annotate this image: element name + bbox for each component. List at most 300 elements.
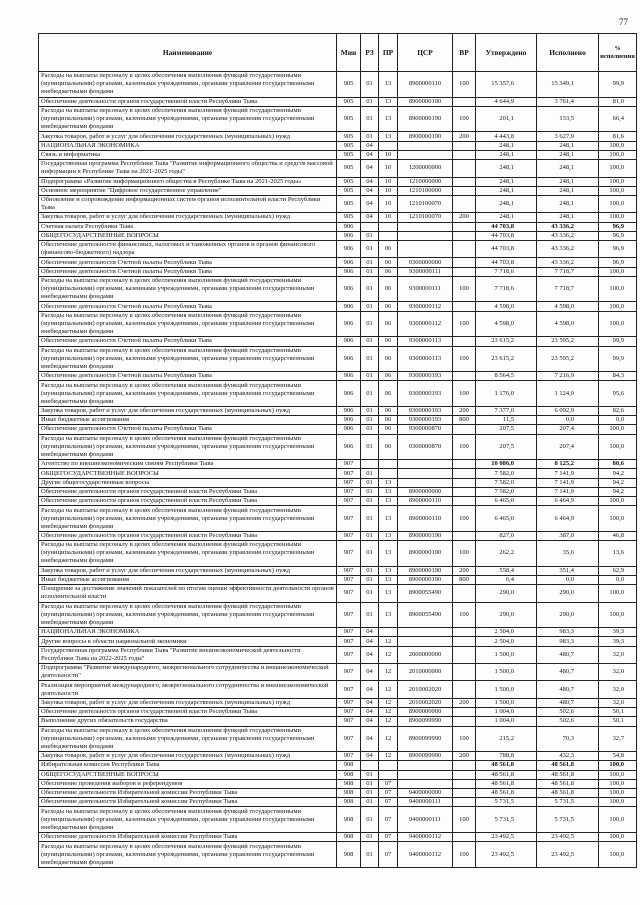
table-row	[39, 478, 637, 487]
name-cell: Обновление и сопровождение информационных систем органов исполнительной власти Республики Тыва	[39, 195, 337, 212]
executed-amount-cell: 8 125,2	[537, 460, 599, 469]
executed-amount-cell: 432,3	[537, 752, 599, 761]
execution-percent-cell: 100,0	[599, 585, 637, 602]
section-code-cell: 01	[361, 97, 379, 106]
execution-percent-cell: 100,0	[599, 497, 637, 506]
execution-percent-cell: 54,8	[599, 752, 637, 761]
approved-amount-cell: 7 718,6	[476, 276, 537, 302]
approved-amount-cell: 23 615,2	[476, 346, 537, 372]
execution-percent-cell: 100,0	[599, 770, 637, 779]
header-expense-type: ВР	[453, 34, 476, 72]
section-code-cell: 01	[361, 372, 379, 381]
ministry-code-cell: 907	[337, 752, 361, 761]
target-article-cell	[398, 628, 453, 637]
execution-percent-cell: 39,3	[599, 637, 637, 646]
section-code-cell: 01	[361, 506, 379, 532]
name-cell: Иные бюджетные ассигнования	[39, 416, 337, 425]
target-article-cell: 1210100000	[398, 186, 453, 195]
section-code-cell: 01	[361, 241, 379, 258]
table-row	[39, 487, 637, 496]
expense-type-cell: 200	[453, 132, 476, 141]
subsection-code-cell	[379, 222, 398, 231]
target-article-cell: 2000000000	[398, 646, 453, 663]
approved-amount-cell: 4 644,9	[476, 97, 537, 106]
ministry-code-cell: 907	[337, 637, 361, 646]
execution-percent-cell: 94,2	[599, 487, 637, 496]
section-code-cell: 04	[361, 195, 379, 212]
table-row	[39, 132, 637, 141]
name-cell: Закупка товаров, работ и услуг для обеспечения государственных (муниципальных) нужд	[39, 698, 337, 707]
subsection-code-cell: 13	[379, 566, 398, 575]
table-row	[39, 381, 637, 407]
header-execution-percent: % исполнения	[599, 34, 637, 72]
section-code-cell: 01	[361, 231, 379, 240]
section-code-cell: 04	[361, 698, 379, 707]
target-article-cell: 2010000000	[398, 664, 453, 681]
name-cell: Расходы на выплаты персоналу в целях обеспечения выполнения функций государственными (муниципальными) органами, казенными учреждениями, органами управления государственными внебюджетными фондами	[39, 106, 337, 132]
approved-amount-cell: 1 500,0	[476, 681, 537, 698]
target-article-cell: 2010002020	[398, 681, 453, 698]
executed-amount-cell: 7 216,9	[537, 372, 599, 381]
expense-type-cell	[453, 761, 476, 770]
ministry-code-cell: 907	[337, 575, 361, 584]
target-article-cell: 8900000000	[398, 708, 453, 717]
section-code-cell: 04	[361, 726, 379, 752]
subsection-code-cell: 06	[379, 267, 398, 276]
expense-type-cell: 200	[453, 213, 476, 222]
executed-amount-cell: 480,7	[537, 698, 599, 707]
approved-amount-cell: 248,1	[476, 186, 537, 195]
subsection-code-cell: 06	[379, 416, 398, 425]
table-row	[39, 602, 637, 628]
ministry-code-cell: 906	[337, 372, 361, 381]
subsection-code-cell	[379, 469, 398, 478]
approved-amount-cell: 48 561,8	[476, 779, 537, 788]
approved-amount-cell: 7 377,0	[476, 406, 537, 415]
table-row	[39, 506, 637, 532]
executed-amount-cell: 48 561,8	[537, 761, 599, 770]
approved-amount-cell: 5 731,5	[476, 807, 537, 833]
table-row	[39, 708, 637, 717]
execution-percent-cell: 99,9	[599, 337, 637, 346]
target-article-cell	[398, 150, 453, 159]
target-article-cell: 8900000000	[398, 487, 453, 496]
target-article-cell: 1210100070	[398, 195, 453, 212]
expense-type-cell	[453, 487, 476, 496]
approved-amount-cell: 201,1	[476, 106, 537, 132]
executed-amount-cell: 6 464,9	[537, 506, 599, 532]
executed-amount-cell: 23 492,5	[537, 842, 599, 868]
expense-type-cell	[453, 195, 476, 212]
name-cell: Обеспечение деятельности Счетной палаты Республики Тыва	[39, 337, 337, 346]
section-code-cell: 01	[361, 425, 379, 434]
target-article-cell: 8900000190	[398, 566, 453, 575]
section-code-cell: 04	[361, 637, 379, 646]
subsection-code-cell: 13	[379, 478, 398, 487]
ministry-code-cell: 905	[337, 141, 361, 150]
target-article-cell	[398, 761, 453, 770]
header-ministry: Мин	[337, 34, 361, 72]
subsection-code-cell: 13	[379, 531, 398, 540]
section-code-cell: 01	[361, 779, 379, 788]
approved-amount-cell: 207,5	[476, 425, 537, 434]
executed-amount-cell: 983,3	[537, 628, 599, 637]
executed-amount-cell: 133,5	[537, 106, 599, 132]
target-article-cell: 1210100070	[398, 213, 453, 222]
executed-amount-cell: 7 718,7	[537, 276, 599, 302]
execution-percent-cell: 100,0	[599, 267, 637, 276]
table-row	[39, 276, 637, 302]
executed-amount-cell: 23 595,2	[537, 337, 599, 346]
table-row	[39, 726, 637, 752]
table-row	[39, 346, 637, 372]
executed-amount-cell: 387,0	[537, 531, 599, 540]
expense-type-cell	[453, 222, 476, 231]
ministry-code-cell: 906	[337, 267, 361, 276]
section-code-cell: 01	[361, 531, 379, 540]
executed-amount-cell: 207,4	[537, 425, 599, 434]
execution-percent-cell: 32,0	[599, 681, 637, 698]
subsection-code-cell: 13	[379, 72, 398, 98]
target-article-cell: 8900000110	[398, 72, 453, 98]
name-cell: Обеспечение деятельности органов государственной власти Республики Тыва	[39, 708, 337, 717]
execution-percent-cell: 96,9	[599, 231, 637, 240]
ministry-code-cell: 906	[337, 416, 361, 425]
ministry-code-cell: 905	[337, 150, 361, 159]
approved-amount-cell: 5 731,5	[476, 798, 537, 807]
expense-type-cell	[453, 717, 476, 726]
name-cell: Обеспечение деятельности органов государственной власти Республики Тыва	[39, 97, 337, 106]
target-article-cell: 9400000111	[398, 807, 453, 833]
table-row	[39, 97, 637, 106]
expense-type-cell	[453, 628, 476, 637]
target-article-cell: 8900000190	[398, 132, 453, 141]
expense-type-cell: 200	[453, 566, 476, 575]
subsection-code-cell	[379, 141, 398, 150]
target-article-cell: 1210000000	[398, 177, 453, 186]
ministry-code-cell: 907	[337, 566, 361, 575]
expense-type-cell: 100	[453, 541, 476, 567]
execution-percent-cell: 96,9	[599, 222, 637, 231]
table-row	[39, 241, 637, 258]
approved-amount-cell: 2 504,0	[476, 637, 537, 646]
approved-amount-cell: 290,0	[476, 585, 537, 602]
name-cell: НАЦИОНАЛЬНАЯ ЭКОНОМИКА	[39, 141, 337, 150]
expense-type-cell	[453, 497, 476, 506]
header-target-article: ЦСР	[398, 34, 453, 72]
subsection-code-cell: 13	[379, 106, 398, 132]
name-cell: Расходы на выплаты персоналу в целях обеспечения выполнения функций государственными (муниципальными) органами, казенными учреждениями, органами управления государственными внебюджетными фондами	[39, 506, 337, 532]
subsection-code-cell: 06	[379, 311, 398, 337]
subsection-code-cell: 13	[379, 575, 398, 584]
section-code-cell: 04	[361, 681, 379, 698]
executed-amount-cell: 48 561,8	[537, 770, 599, 779]
ministry-code-cell: 907	[337, 628, 361, 637]
execution-percent-cell: 99,9	[599, 346, 637, 372]
section-code-cell: 04	[361, 186, 379, 195]
ministry-code-cell: 907	[337, 541, 361, 567]
name-cell: Обеспечение деятельности Счетной палаты Республики Тыва	[39, 425, 337, 434]
approved-amount-cell: 7 582,0	[476, 469, 537, 478]
approved-amount-cell: 10 086,0	[476, 460, 537, 469]
name-cell: Избирательная комиссия Республики Тыва	[39, 761, 337, 770]
section-code-cell: 04	[361, 141, 379, 150]
execution-percent-cell: 100,0	[599, 141, 637, 150]
table-row	[39, 141, 637, 150]
name-cell: Реализация мероприятий международного, межрегионального сотрудничества и внешнеэкономической деятельности	[39, 681, 337, 698]
table-row	[39, 497, 637, 506]
ministry-code-cell: 905	[337, 160, 361, 177]
subsection-code-cell: 07	[379, 779, 398, 788]
name-cell: Расходы на выплаты персоналу в целях обеспечения выполнения функций государственными (муниципальными) органами, казенными учреждениями, органами управления государственными внебюджетными фондами	[39, 541, 337, 567]
execution-percent-cell: 100,0	[599, 311, 637, 337]
table-row	[39, 575, 637, 584]
approved-amount-cell: 248,1	[476, 195, 537, 212]
section-code-cell: 01	[361, 497, 379, 506]
name-cell: Расходы на выплаты персоналу в целях обеспечения выполнения функций государственными (муниципальными) органами, казенными учреждениями, органами управления государственными внебюджетными фондами	[39, 276, 337, 302]
section-code-cell: 01	[361, 602, 379, 628]
approved-amount-cell: 262,2	[476, 541, 537, 567]
executed-amount-cell: 4 598,0	[537, 311, 599, 337]
expense-type-cell	[453, 585, 476, 602]
name-cell: Расходы на выплаты персоналу в целях обеспечения выполнения функций государственными (муниципальными) органами, казенными учреждениями, органами управления государственными внебюджетными фондами	[39, 842, 337, 868]
table-row	[39, 267, 637, 276]
executed-amount-cell: 48 561,8	[537, 779, 599, 788]
expense-type-cell: 100	[453, 842, 476, 868]
table-row	[39, 807, 637, 833]
approved-amount-cell: 23 492,5	[476, 833, 537, 842]
ministry-code-cell: 906	[337, 381, 361, 407]
name-cell: Обеспечение деятельности Избирательной комиссии Республики Тыва	[39, 798, 337, 807]
executed-amount-cell: 248,1	[537, 186, 599, 195]
name-cell: Обеспечение деятельности Счетной палаты Республики Тыва	[39, 267, 337, 276]
ministry-code-cell: 905	[337, 132, 361, 141]
table-row	[39, 833, 637, 842]
ministry-code-cell: 905	[337, 213, 361, 222]
expense-type-cell	[453, 798, 476, 807]
section-code-cell	[361, 222, 379, 231]
expense-type-cell: 100	[453, 807, 476, 833]
approved-amount-cell: 2 504,0	[476, 628, 537, 637]
approved-amount-cell: 44 703,8	[476, 222, 537, 231]
ministry-code-cell: 907	[337, 506, 361, 532]
table-row	[39, 752, 637, 761]
header-row	[39, 34, 637, 72]
executed-amount-cell: 248,1	[537, 213, 599, 222]
target-article-cell	[398, 469, 453, 478]
target-article-cell	[398, 779, 453, 788]
name-cell: ОБЩЕГОСУДАРСТВЕННЫЕ ВОПРОСЫ	[39, 469, 337, 478]
name-cell: Расходы на выплаты персоналу в целях обеспечения выполнения функций государственными (муниципальными) органами, казенными учреждениями, органами управления государственными внебюджетными фондами	[39, 602, 337, 628]
table-row	[39, 406, 637, 415]
executed-amount-cell: 290,0	[537, 602, 599, 628]
subsection-code-cell: 07	[379, 788, 398, 797]
subsection-code-cell	[379, 231, 398, 240]
target-article-cell: 9400000112	[398, 842, 453, 868]
subsection-code-cell: 06	[379, 337, 398, 346]
ministry-code-cell: 906	[337, 425, 361, 434]
execution-percent-cell: 84,3	[599, 372, 637, 381]
subsection-code-cell: 12	[379, 698, 398, 707]
name-cell: Обеспечение деятельности Счетной палаты Республики Тыва	[39, 258, 337, 267]
execution-percent-cell: 100,0	[599, 425, 637, 434]
section-code-cell: 01	[361, 469, 379, 478]
ministry-code-cell: 906	[337, 241, 361, 258]
expense-type-cell	[453, 97, 476, 106]
ministry-code-cell: 906	[337, 222, 361, 231]
subsection-code-cell: 13	[379, 132, 398, 141]
ministry-code-cell: 907	[337, 664, 361, 681]
execution-percent-cell: 100,0	[599, 276, 637, 302]
ministry-code-cell: 906	[337, 311, 361, 337]
expense-type-cell: 800	[453, 416, 476, 425]
execution-percent-cell: 100,0	[599, 213, 637, 222]
executed-amount-cell: 502,6	[537, 708, 599, 717]
subsection-code-cell: 12	[379, 681, 398, 698]
section-code-cell: 01	[361, 434, 379, 460]
executed-amount-cell: 4 598,0	[537, 302, 599, 311]
expense-type-cell: 100	[453, 72, 476, 98]
section-code-cell: 01	[361, 487, 379, 496]
name-cell: Обеспечение деятельности органов государственной власти Республики Тыва	[39, 531, 337, 540]
execution-percent-cell: 100,0	[599, 779, 637, 788]
expense-type-cell	[453, 372, 476, 381]
execution-percent-cell: 100,0	[599, 434, 637, 460]
target-article-cell: 9300000870	[398, 425, 453, 434]
target-article-cell: 9300000193	[398, 406, 453, 415]
execution-percent-cell: 100,0	[599, 833, 637, 842]
execution-percent-cell: 100,0	[599, 602, 637, 628]
name-cell: Обеспечение проведения выборов и референдумов	[39, 779, 337, 788]
name-cell: Расходы на выплаты персоналу в целях обеспечения выполнения функций государственными (муниципальными) органами, казенными учреждениями, органами управления государственными внебюджетными фондами	[39, 346, 337, 372]
section-code-cell: 01	[361, 72, 379, 98]
subsection-code-cell: 10	[379, 195, 398, 212]
executed-amount-cell: 43 336,2	[537, 258, 599, 267]
execution-percent-cell: 100,0	[599, 761, 637, 770]
expense-type-cell	[453, 150, 476, 159]
executed-amount-cell: 5 731,5	[537, 807, 599, 833]
section-code-cell	[361, 460, 379, 469]
approved-amount-cell: 248,1	[476, 141, 537, 150]
subsection-code-cell: 06	[379, 346, 398, 372]
ministry-code-cell: 908	[337, 779, 361, 788]
ministry-code-cell: 907	[337, 497, 361, 506]
approved-amount-cell: 248,1	[476, 213, 537, 222]
expense-type-cell: 200	[453, 752, 476, 761]
name-cell: Основное мероприятие "Цифровое государственное управление"	[39, 186, 337, 195]
approved-amount-cell: 44 703,8	[476, 241, 537, 258]
ministry-code-cell: 905	[337, 106, 361, 132]
section-code-cell: 01	[361, 276, 379, 302]
table-row	[39, 779, 637, 788]
expense-type-cell: 800	[453, 575, 476, 584]
subsection-code-cell	[379, 770, 398, 779]
section-code-cell: 01	[361, 541, 379, 567]
header-approved: Утверждено	[476, 34, 537, 72]
name-cell: Расходы на выплаты персоналу в целях обеспечения выполнения функций государственными (муниципальными) органами, казенными учреждениями, органами управления государственными внебюджетными фондами	[39, 726, 337, 752]
subsection-code-cell: 12	[379, 726, 398, 752]
ministry-code-cell: 908	[337, 761, 361, 770]
ministry-code-cell: 907	[337, 460, 361, 469]
execution-percent-cell: 62,9	[599, 566, 637, 575]
subsection-code-cell: 13	[379, 506, 398, 532]
executed-amount-cell: 480,7	[537, 681, 599, 698]
expense-type-cell: 100	[453, 276, 476, 302]
ministry-code-cell: 908	[337, 842, 361, 868]
ministry-code-cell: 905	[337, 97, 361, 106]
subsection-code-cell	[379, 628, 398, 637]
executed-amount-cell: 502,6	[537, 717, 599, 726]
approved-amount-cell: 7 718,6	[476, 267, 537, 276]
table-row	[39, 842, 637, 868]
executed-amount-cell: 248,1	[537, 177, 599, 186]
execution-percent-cell: 94,2	[599, 478, 637, 487]
subsection-code-cell: 12	[379, 646, 398, 663]
subsection-code-cell: 13	[379, 602, 398, 628]
executed-amount-cell: 6 092,9	[537, 406, 599, 415]
ministry-code-cell: 907	[337, 478, 361, 487]
table-row	[39, 222, 637, 231]
subsection-code-cell: 06	[379, 372, 398, 381]
name-cell: Другие вопросы в области национальной экономики	[39, 637, 337, 646]
approved-amount-cell: 7 582,0	[476, 487, 537, 496]
executed-amount-cell: 983,3	[537, 637, 599, 646]
name-cell: Выполнение других обязательств государства	[39, 717, 337, 726]
target-article-cell: 9400000000	[398, 788, 453, 797]
execution-percent-cell: 96,9	[599, 241, 637, 258]
executed-amount-cell: 43 336,2	[537, 222, 599, 231]
expense-type-cell	[453, 708, 476, 717]
expense-type-cell: 100	[453, 106, 476, 132]
expense-type-cell	[453, 478, 476, 487]
name-cell: Обеспечение деятельности Избирательной комиссии Республики Тыва	[39, 788, 337, 797]
ministry-code-cell: 908	[337, 833, 361, 842]
execution-percent-cell: 50,1	[599, 717, 637, 726]
expense-type-cell	[453, 788, 476, 797]
executed-amount-cell: 70,3	[537, 726, 599, 752]
ministry-code-cell: 905	[337, 186, 361, 195]
expense-type-cell	[453, 258, 476, 267]
approved-amount-cell: 44 703,8	[476, 258, 537, 267]
executed-amount-cell: 43 336,2	[537, 241, 599, 258]
table-header	[39, 34, 637, 72]
approved-amount-cell: 248,1	[476, 177, 537, 186]
ministry-code-cell: 905	[337, 177, 361, 186]
executed-amount-cell: 5 731,5	[537, 798, 599, 807]
name-cell: Закупка товаров, работ и услуг для обеспечения государственных (муниципальных) нужд	[39, 132, 337, 141]
target-article-cell: 8900000190	[398, 97, 453, 106]
table-row	[39, 302, 637, 311]
expense-type-cell	[453, 186, 476, 195]
section-code-cell: 01	[361, 807, 379, 833]
section-code-cell: 04	[361, 150, 379, 159]
section-code-cell: 01	[361, 132, 379, 141]
expense-type-cell	[453, 646, 476, 663]
executed-amount-cell: 48 561,8	[537, 788, 599, 797]
target-article-cell: 9300000112	[398, 302, 453, 311]
expense-type-cell: 100	[453, 434, 476, 460]
section-code-cell: 01	[361, 585, 379, 602]
name-cell: Связь и информатика	[39, 150, 337, 159]
table-row	[39, 177, 637, 186]
section-code-cell: 01	[361, 106, 379, 132]
subsection-code-cell: 06	[379, 241, 398, 258]
approved-amount-cell: 827,0	[476, 531, 537, 540]
target-article-cell: 9400000112	[398, 833, 453, 842]
section-code-cell: 01	[361, 406, 379, 415]
name-cell: Счетная палата Республики Тыва	[39, 222, 337, 231]
name-cell: Поощрение за достижение значений показателей по итогам оценки эффективности деятельности органов исполнительной власти	[39, 585, 337, 602]
